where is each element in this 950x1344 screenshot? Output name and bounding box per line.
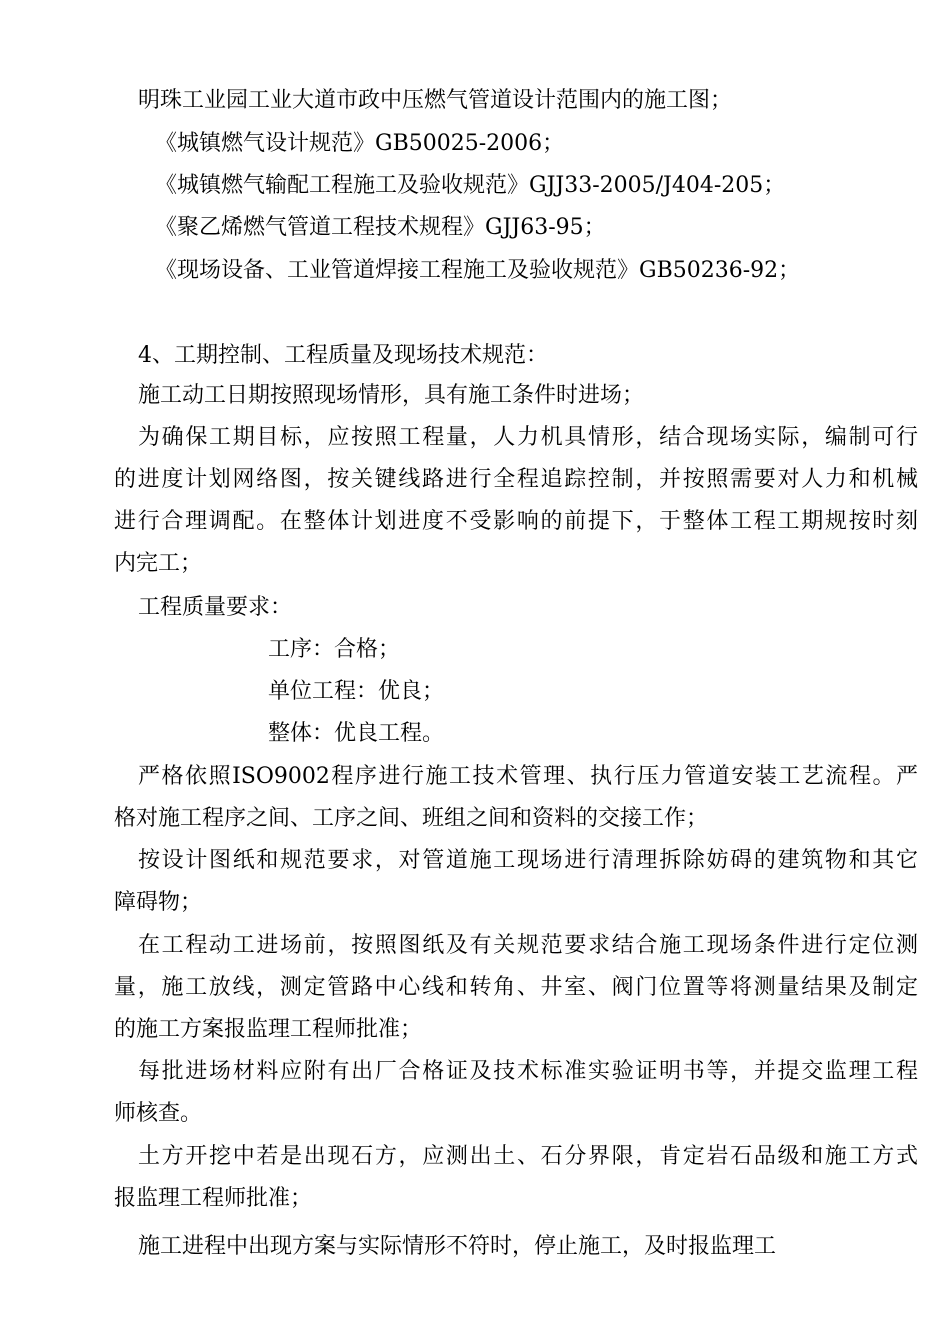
reference-standard-1: 《城镇燃气设计规范》GB50025-2006； (155, 131, 565, 156)
paragraph-iso-line-1: 严格依照ISO9002程序进行施工技术管理、执行压力管道安装工艺流程。严 (138, 764, 918, 789)
reference-standard-3: 《聚乙烯燃气管道工程技术规程》GJJ63-95； (155, 215, 606, 240)
paragraph-survey-line-1: 在工程动工进场前，按照图纸及有关规范要求结合施工现场条件进行定位测 (138, 933, 918, 958)
paragraph-iso-line-2: 格对施工程序之间、工序之间、班组之间和资料的交接工作； (114, 806, 709, 831)
quality-heading: 工程质量要求： (138, 595, 293, 620)
paragraph-survey-line-3: 的施工方案报监理工程师批准； (114, 1017, 423, 1042)
reference-standard-4: 《现场设备、工业管道焊接工程施工及验收规范》GB50236-92； (155, 258, 801, 283)
paragraph-schedule-line-4: 内完工； (114, 551, 203, 576)
paragraph-materials-line-1: 每批进场材料应附有出厂合格证及技术标准实验证明书等，并提交监理工程 (138, 1059, 918, 1084)
paragraph-deviation-line-1: 施工进程中出现方案与实际情形不符时，停止施工，及时报监理工 (138, 1234, 777, 1259)
reference-standard-2: 《城镇燃气输配工程施工及验收规范》GJJ33-2005/J404-205； (155, 173, 786, 198)
paragraph-excavation-line-1: 土方开挖中若是出现石方，应测出土、石分界限，肯定岩石品级和施工方式 (138, 1144, 918, 1169)
quality-item-unit: 单位工程：优良； (268, 679, 445, 704)
paragraph-schedule-line-2: 的进度计划网络图，按关键线路进行全程追踪控制，并按照需要对人力和机械 (114, 467, 918, 492)
paragraph-materials-line-2: 师核查。 (114, 1101, 203, 1126)
paragraph-clearing-line-1: 按设计图纸和规范要求，对管道施工现场进行清理拆除妨碍的建筑物和其它 (138, 848, 918, 873)
paragraph-excavation-line-2: 报监理工程师批准； (114, 1186, 313, 1211)
paragraph-schedule-line-1: 为确保工期目标，应按照工程量，人力机具情形，结合现场实际，编制可行 (138, 425, 918, 450)
paragraph-clearing-line-2: 障碍物； (114, 890, 203, 915)
paragraph-survey-line-2: 量，施工放线，测定管路中心线和转角、井室、阀门位置等将测量结果及制定 (114, 975, 918, 1000)
paragraph-schedule-line-3: 进行合理调配。在整体计划进度不受影响的前提下，于整体工程工期规按时刻 (114, 509, 918, 534)
paragraph-start-date: 施工动工日期按照现场情形，具有施工条件时进场； (138, 383, 645, 408)
reference-intro: 明珠工业园工业大道市政中压燃气管道设计范围内的施工图； (138, 88, 733, 113)
section-heading: 4、工期控制、工程质量及现场技术规范： (138, 343, 548, 368)
quality-item-overall: 整体：优良工程。 (268, 721, 445, 746)
quality-item-process: 工序：合格； (268, 637, 401, 662)
